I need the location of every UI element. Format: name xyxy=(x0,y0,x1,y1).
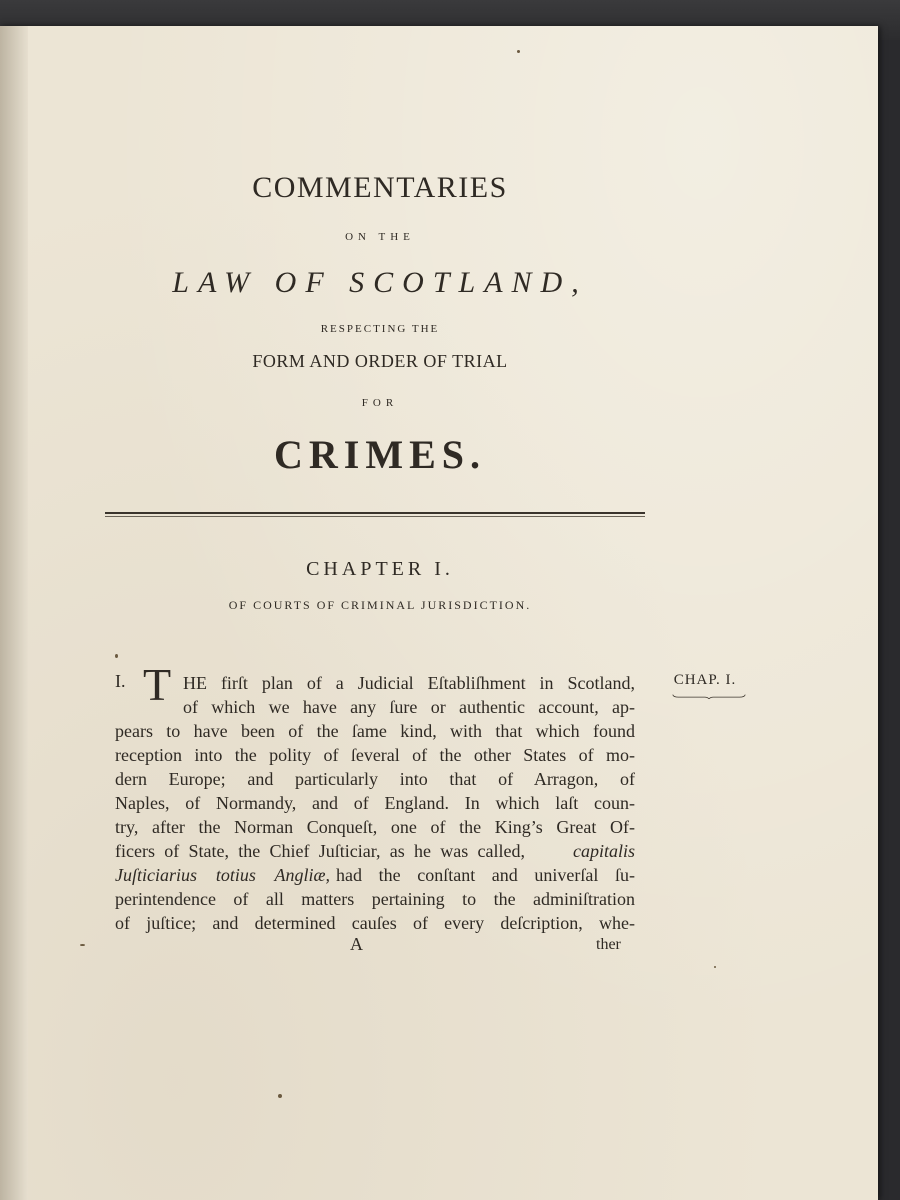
paragraph-number: I. xyxy=(115,671,126,691)
body-line-1: HE firſt plan of a Judicial Eſtabliſhment in Scotland, xyxy=(183,673,635,693)
title-form-and-order: FORM AND ORDER OF TRIAL xyxy=(252,351,508,371)
body-line-4: reception into the polity of ſeveral of the other States of mo- xyxy=(115,745,635,765)
signature-mark: A xyxy=(350,934,363,954)
body-line-6: Naples, of Normandy, and of England. In which laſt coun- xyxy=(115,793,635,813)
title-commentaries: COMMENTARIES xyxy=(252,171,508,204)
catchword: ther xyxy=(596,936,621,953)
chapter-heading: CHAPTER I. xyxy=(306,558,454,580)
title-on-the: ON THE xyxy=(345,231,415,243)
title-crimes: CRIMES. xyxy=(273,432,487,477)
body-line-3: pears to have been of the ſame kind, with that which found xyxy=(115,721,635,741)
margin-chapter-note: CHAP. I. xyxy=(673,672,737,688)
body-line-7: try, after the Norman Conqueſt, one of the King’s Great Of- xyxy=(115,817,635,837)
margin-brace-icon xyxy=(650,694,768,699)
body-line-2: of which we have any ſure or authentic account, ap- xyxy=(183,697,635,717)
body-line-8-italic: capitalis xyxy=(573,841,635,861)
body-line-11: of juſtice; and determined cauſes of every deſcription, whe- xyxy=(115,913,635,933)
page-gutter-shadow xyxy=(0,26,28,1200)
title-for: FOR xyxy=(361,397,399,409)
body-line-5: dern Europe; and particularly into that of Arragon, of xyxy=(115,769,635,789)
body-line-10: perintendence of all matters pertaining to the adminiſtration xyxy=(115,889,635,909)
body-line-9: had the conſtant and univerſal ſu- xyxy=(336,865,635,885)
title-law-of-scotland: LAW OF SCOTLAND, xyxy=(172,266,588,299)
body-line-9-italic: Juſticiarius totius Angliæ, xyxy=(115,865,330,885)
book-page xyxy=(0,26,878,1200)
title-respecting-the: RESPECTING THE xyxy=(320,323,440,335)
double-rule-divider xyxy=(105,512,645,517)
body-line-8: ficers of State, the Chief Juſticiar, as he was called, xyxy=(115,841,525,861)
chapter-subheading: OF COURTS OF CRIMINAL JURISDICTION. xyxy=(228,598,532,612)
drop-cap: T xyxy=(143,659,172,710)
